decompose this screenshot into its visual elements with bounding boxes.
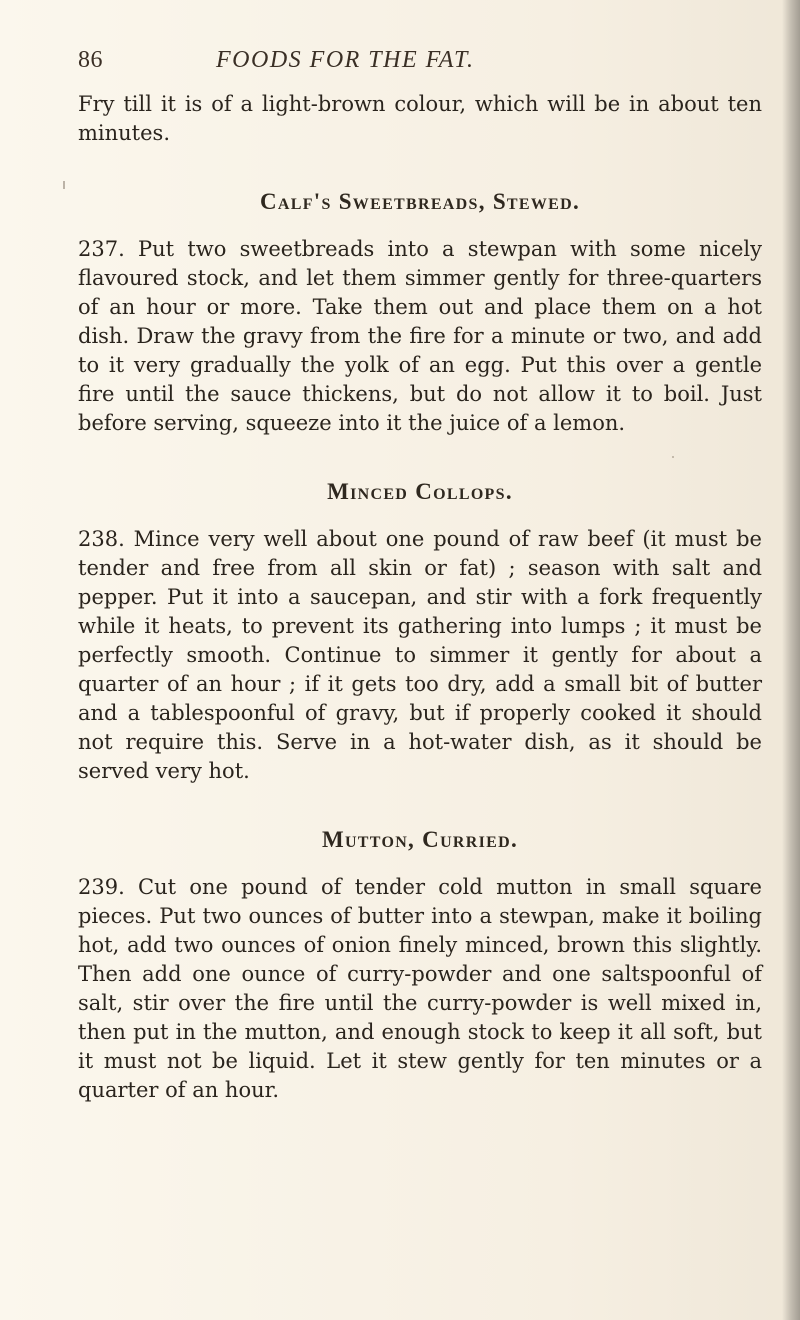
recipe-heading: Minced Collops. [327, 479, 513, 504]
recipe-heading: Calf's Sweetbreads, Stewed. [259, 189, 581, 214]
page-number: 86 [78, 47, 103, 73]
running-header [78, 48, 762, 72]
recipe-paragraph [78, 235, 762, 438]
recipe-section-minced-collops [78, 480, 762, 786]
recipe-number: 237. [78, 237, 125, 261]
recipe-number: 238. [78, 527, 125, 551]
margin-mark [63, 181, 65, 189]
running-title: FOODS FOR THE FAT. [216, 47, 475, 73]
recipe-body: Mince very well about one pound of raw beef (it must be tender and free from all skin or fat) ; season with salt and pepper. Put it into a saucepan, and stir with a fork frequently while it heats, to prevent its gathering into lumps ; it must be perfectly smooth. Continue to simmer it gently for about a quarter of an hour ; if it gets too dry, add a small bit of butter and a tablespoonful of gravy, but if properly cooked it should not require this. Serve in a hot-water dish, as it should be served very hot. [78, 527, 762, 783]
recipe-number: 239. [78, 875, 125, 899]
recipe-paragraph [78, 873, 762, 1105]
recipe-section-mutton-curried [78, 828, 762, 1105]
page-content [78, 48, 762, 1105]
page-edge-shadow [782, 0, 800, 1320]
recipe-section-calfs-sweetbreads [78, 190, 762, 438]
recipe-body: Put two sweetbreads into a stewpan with some nicely flavoured stock, and let them simmer gently for three-quarters of an hour or more. Take them out and place them on a hot dish. Draw the gravy from the fire for a minute or two, and add to it very gradually the yolk of an egg. Put this over a gentle fire until the sauce thickens, but do not allow it to boil. Just before serving, squeeze into it the juice of a lemon. [78, 237, 762, 435]
intro-paragraph: Fry till it is of a light-brown colour, which will be in about ten minutes. [78, 92, 762, 145]
recipe-paragraph [78, 525, 762, 786]
recipe-body: Cut one pound of tender cold mutton in small square pieces. Put two ounces of butter into a stewpan, make it boiling hot, add two ounces of onion finely minced, brown this slightly. Then add one ounce of curry-powder and one saltspoonful of salt, stir over the fire until the curry-powder is well mixed in, then put in the mutton, and enough stock to keep it all soft, but it must not be liquid. Let it stew gently for ten minutes or a quarter of an hour. [78, 875, 762, 1102]
recipe-heading: Mutton, Curried. [321, 827, 519, 852]
